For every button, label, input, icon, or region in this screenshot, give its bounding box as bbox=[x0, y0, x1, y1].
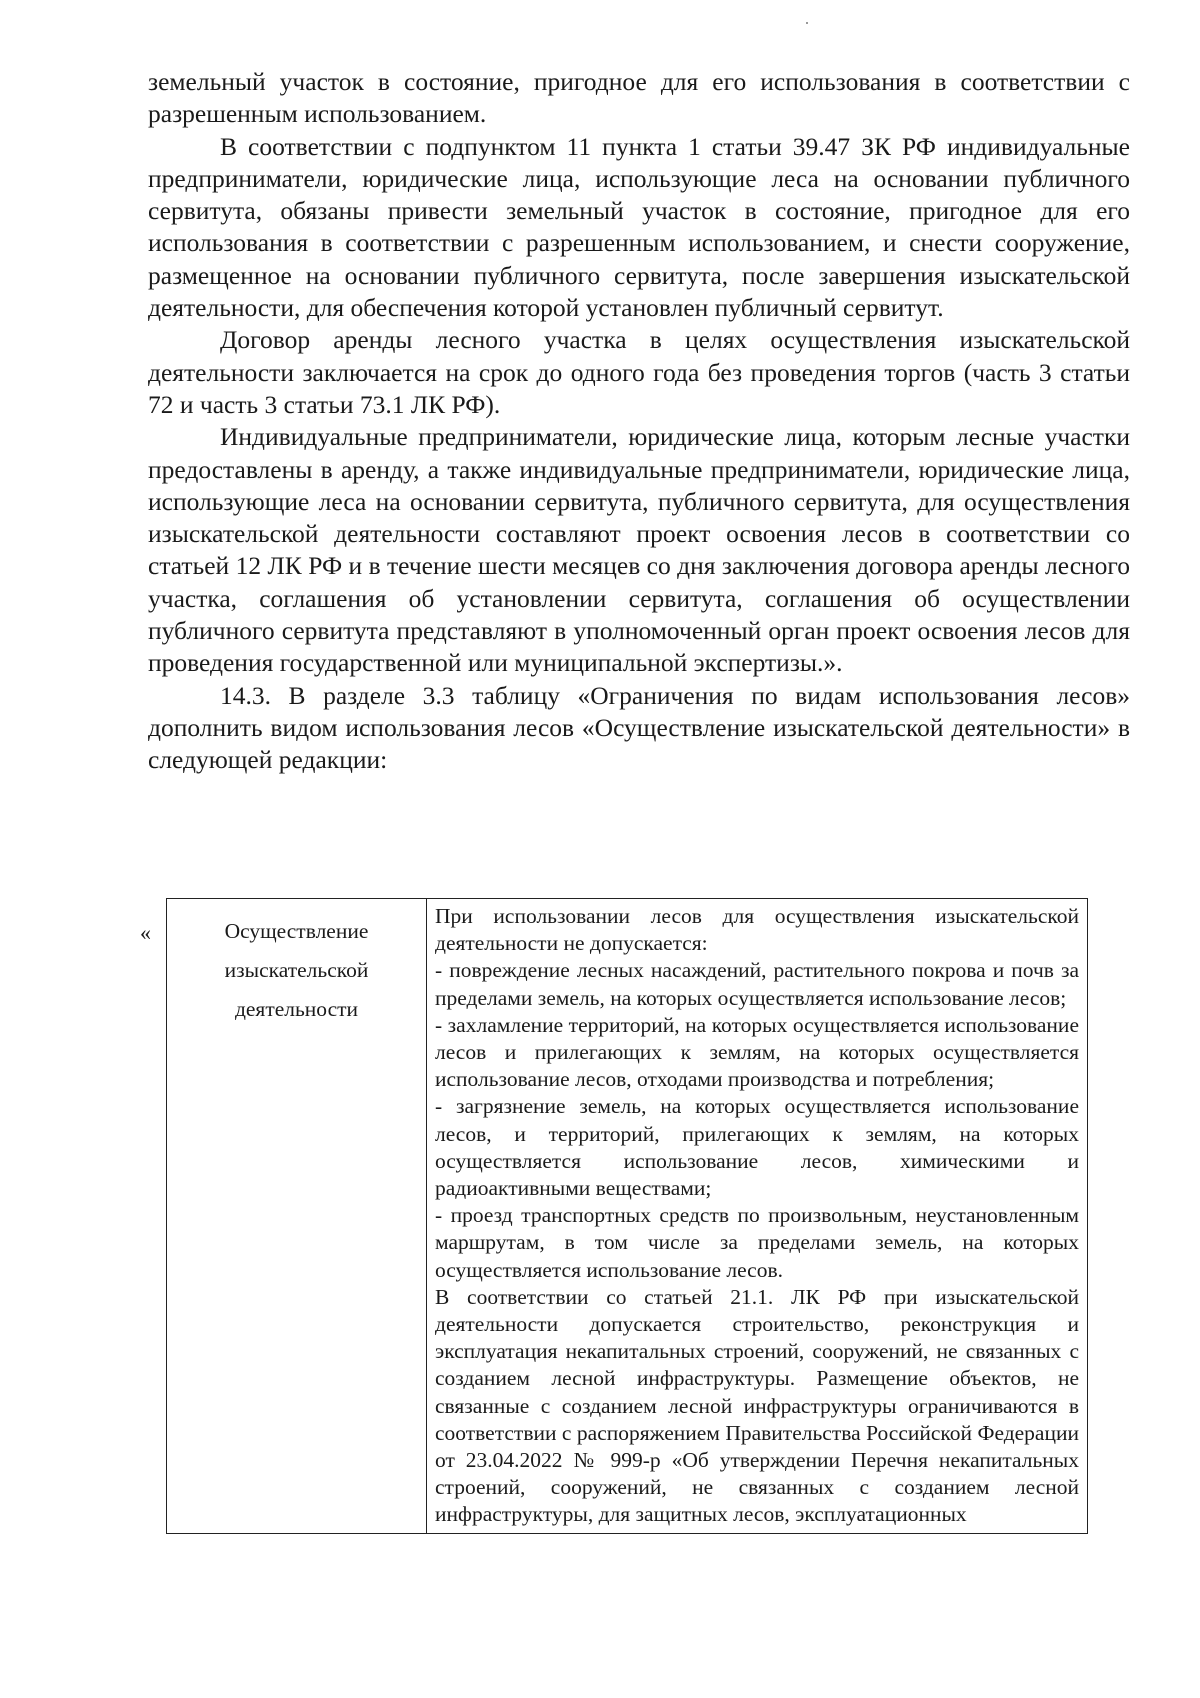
restriction-item: - повреждение лесных насаждений, растительного покрова и почв за пределами земель, на которых осуществляется использование лесов; bbox=[435, 958, 1079, 1010]
paragraph-lease-contract: Договор аренды лесного участка в целях осуществления изыскательской деятельности заключается на срок до одного года без проведения торгов (часть 3 статьи 72 и часть 3 статьи 73.1 ЛК РФ). bbox=[148, 325, 1130, 419]
restriction-item: - захламление территорий, на которых осуществляется использование лесов и прилегающих к землям, на которых осуществляется использование лесов, отходами производства и потребления; bbox=[435, 1012, 1079, 1092]
restriction-item: - проезд транспортных средств по произвольным, неустановленным маршрутам, в том числе за пределами земель, на которых осуществляется использование лесов. bbox=[435, 1203, 1079, 1282]
paragraph-zk-article: В соответствии с подпунктом 11 пункта 1 статьи 39.47 ЗК РФ индивидуальные предприниматели, юридические лица, использующие леса на основании публичного сервитута, обязаны привести земельный участок в состояние, пригодное для его использования в соответствии с разрешенным использованием, и снести сооружение, размещенное на основании публичного сервитута, после завершения изыскательской деятельности, для обеспечения которой установлен публичный сервитут. bbox=[148, 131, 1130, 323]
restriction-intro: При использовании лесов для осуществления изыскательской деятельности не допускается: bbox=[435, 904, 1079, 956]
usage-kind-line: деятельности bbox=[234, 997, 359, 1021]
restrictions-table bbox=[166, 898, 1088, 1534]
usage-kind-line: изыскательской bbox=[224, 958, 369, 982]
restriction-permission: В соответствии со статьей 21.1. ЛК РФ при изыскательской деятельности допускается строительство, реконструкция и эксплуатация некапитальных строений, сооружений, не связанных с созданием лесной инфраструктуры. Размещение объектов, не связанные с созданием лесной инфраструктуры ограничиваются в соответствии с распоряжением Правительства Российской Федерации от 23.04.2022 № 999-р «Об утверждении Перечня некапитальных строений, сооружений, не связанных с созданием лесной инфраструктуры, для защитных лесов, эксплуатационных bbox=[435, 1284, 1079, 1527]
usage-kind-cell bbox=[167, 899, 427, 1534]
table-open-quote: « bbox=[140, 920, 151, 945]
scan-speck bbox=[806, 22, 808, 24]
restriction-item: - загрязнение земель, на которых осуществляется использование лесов, и территорий, прилегающих к землям, на которых осуществляется использование лесов, химическими и радиоактивными веществами; bbox=[435, 1094, 1079, 1201]
body-text bbox=[148, 66, 1130, 777]
paragraph-continuation: земельный участок в состояние, пригодное для его использования в соответствии с разрешенным использованием. bbox=[148, 67, 1130, 129]
table-row bbox=[167, 899, 1088, 1534]
paragraph-forest-project: Индивидуальные предприниматели, юридические лица, которым лесные участки предоставлены в аренду, а также индивидуальные предприниматели, юридические лица, использующие леса на основании сервитута, публичного сервитута, для осуществления изыскательской деятельности составляют проект освоения лесов в соответствии со статьей 12 ЛК РФ и в течение шести месяцев со дня заключения договора аренды лесного участка, соглашения об установлении сервитута, соглашения об осуществлении публичного сервитута представляют в уполномоченный орган проект освоения лесов для проведения государственной или муниципальной экспертизы.». bbox=[148, 422, 1130, 678]
restrictions-cell bbox=[427, 899, 1088, 1534]
usage-kind-line: Осуществление bbox=[224, 919, 369, 943]
paragraph-section-14-3: 14.3. В разделе 3.3 таблицу «Ограничения по видам использования лесов» дополнить видом использования лесов «Осуществление изыскательской деятельности» в следующей редакции: bbox=[148, 680, 1130, 775]
